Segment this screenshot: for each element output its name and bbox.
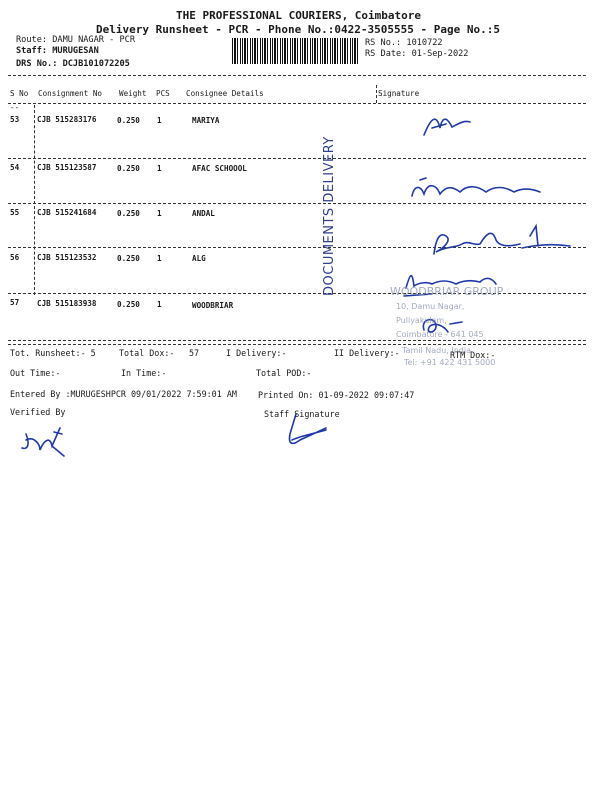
staff: Staff: MURUGESAN — [16, 46, 99, 56]
route: Route: DAMU NAGAR - PCR — [16, 35, 135, 45]
row-pcs: 1 — [157, 116, 162, 125]
row-weight: 0.250 — [117, 209, 140, 218]
printed-on: Printed On: 01-09-2022 09:07:47 — [258, 390, 415, 400]
signature-54 — [412, 178, 540, 196]
entered-by: Entered By :MURUGESHPCR 09/01/2022 7:59:01 AM — [10, 389, 237, 399]
signature-53 — [424, 119, 470, 135]
row-sno: 57 — [10, 298, 20, 307]
company-name: THE PROFESSIONAL COURIERS, Coimbatore — [176, 9, 422, 22]
row-pcs: 1 — [157, 164, 162, 173]
row-consignee: ALG — [192, 254, 206, 263]
stamp-line-2: 10, Damu Nagar, — [396, 302, 465, 311]
stamp-line-5: Tamil Nadu, India — [402, 346, 471, 355]
verified-signature — [22, 428, 64, 456]
in-time: In Time:- — [121, 368, 167, 378]
col-weight: Weight — [119, 89, 147, 98]
stamp-line-4: Coimbatore - 641 045 — [396, 330, 484, 339]
row-consignment: CJB 515123587 — [37, 163, 97, 172]
row-pcs: 1 — [157, 300, 162, 309]
total-dox-label: Total Dox:- — [119, 348, 175, 358]
row-sno: 54 — [10, 163, 20, 172]
stamp-line-3: Puliyakulam, — [396, 316, 447, 325]
runsheet-title: Delivery Runsheet - PCR - Phone No.:0422-3505555 - Page No.:5 — [96, 23, 500, 36]
row-sno: 55 — [10, 208, 20, 217]
documents-delivery-label: DOCUMENTS DELIVERY — [322, 136, 337, 296]
row-consignee: MARIYA — [192, 116, 220, 125]
row-pcs: 1 — [157, 254, 162, 263]
row-consignee: ANDAL — [192, 209, 215, 218]
col-pcs: PCS — [156, 89, 170, 98]
row-sno: 53 — [10, 115, 20, 124]
row-weight: 0.250 — [117, 254, 140, 263]
row-consignment: CJB 515123532 — [37, 253, 97, 262]
col-consignee: Consignee Details — [186, 89, 264, 98]
row-sno: 56 — [10, 253, 20, 262]
total-pod: Total POD:- — [256, 368, 312, 378]
total-dox-value: 57 — [189, 348, 200, 358]
col-signature: Signature — [378, 89, 420, 98]
row-pcs: 1 — [157, 209, 162, 218]
rs-number: RS No.: 1010722 — [365, 38, 443, 48]
row-weight: 0.250 — [117, 300, 140, 309]
rtm-dox: RTM Dox:- — [450, 350, 496, 360]
stamp-line-6: Tel: +91 422 431 5000 — [404, 358, 496, 367]
row-consignment: CJB 515241684 — [37, 208, 97, 217]
first-delivery: I Delivery:- — [226, 348, 287, 358]
row-weight: 0.250 — [117, 164, 140, 173]
total-runsheet: Tot. Runsheet:- 5 — [10, 348, 96, 358]
row-weight: 0.250 — [117, 116, 140, 125]
verified-by: Verified By — [10, 407, 66, 417]
row-consignment: CJB 515283176 — [37, 115, 97, 124]
second-delivery: II Delivery:- — [334, 348, 400, 358]
staff-signature-label: Staff Signature — [264, 409, 340, 419]
row-marker: -- — [10, 103, 20, 112]
drs-number: DRS No.: DCJB101072205 — [16, 59, 130, 69]
col-consignment: Consignment No — [38, 89, 103, 98]
signature-55 — [434, 226, 570, 254]
out-time: Out Time:- — [10, 368, 61, 378]
rs-date: RS Date: 01-Sep-2022 — [365, 49, 469, 59]
row-consignee: WOODBRIAR — [192, 301, 234, 310]
row-consignment: CJB 515183938 — [37, 299, 97, 308]
row-consignee: AFAC SCHOOOL — [192, 164, 247, 173]
col-sno: S No — [10, 89, 29, 98]
stamp-line-1: WOODBRIAR GROUP — [390, 285, 504, 298]
